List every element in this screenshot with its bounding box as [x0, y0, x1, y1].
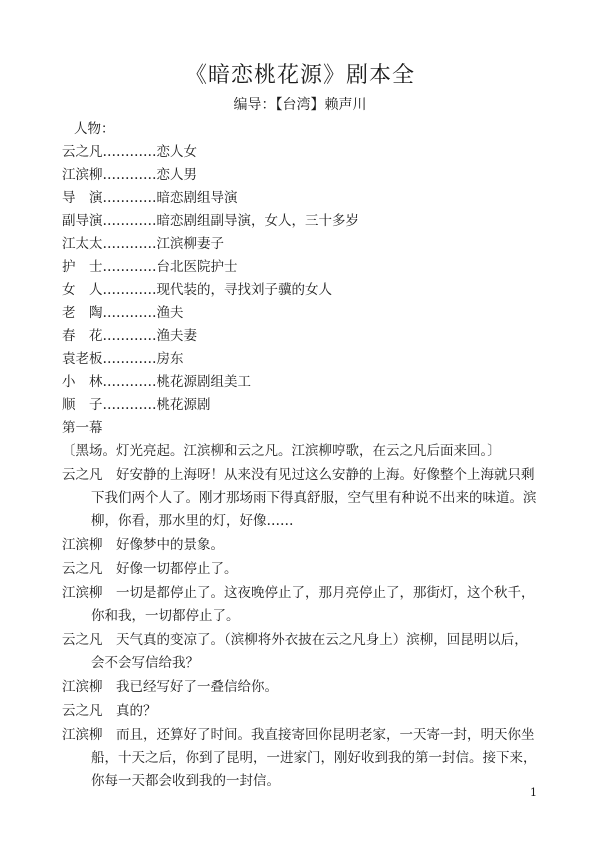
cast-item: 江太太…………江滨柳妻子 [62, 236, 224, 252]
document-subtitle: 编导：【台湾】赖声川 [233, 97, 367, 113]
cast-item: 云之凡…………恋人女 [62, 144, 197, 160]
dialogue-line: 船，十天之后，你到了昆明，一进家门，刚好收到我的第一封信。接下来， [91, 750, 537, 766]
dialogue-line: 江滨柳 我已经写好了一叠信给你。 [62, 679, 278, 695]
dialogue-line: 云之凡 好安静的上海呀！从来没有见过这么安静的上海。好像整个上海就只剩 [62, 467, 535, 483]
dialogue-line: 会不会写信给我？ [91, 655, 199, 671]
dialogue-line: 下我们两个人了。刚才那场雨下得真舒服，空气里有种说不出来的味道。滨 [91, 490, 537, 506]
page-number: 1 [530, 786, 537, 799]
cast-item: 顺 子…………桃花源剧 [62, 397, 211, 413]
dialogue-line: 云之凡 真的？ [62, 703, 157, 719]
dialogue-line: 江滨柳 一切是都停止了。这夜晚停止了，那月亮停止了，那街灯，这个秋千， [62, 585, 535, 601]
cast-heading: 人物： [74, 121, 115, 137]
dialogue-line: 云之凡 天气真的变凉了。（滨柳将外衣披在云之凡身上）滨柳，回昆明以后， [62, 632, 528, 648]
cast-item: 副导演…………暗恋剧组副导演，女人，三十多岁 [62, 213, 359, 229]
cast-item: 袁老板…………房东 [62, 351, 184, 367]
cast-item: 导 演…………暗恋剧组导演 [62, 190, 238, 206]
dialogue-line: 你每一天都会收到我的一封信。 [91, 773, 280, 789]
dialogue-line: 云之凡 好像一切都停止了。 [62, 561, 238, 577]
stage-direction: 〔黑场。灯光亮起。江滨柳和云之凡。江滨柳哼歌，在云之凡后面来回。〕 [62, 443, 501, 459]
act-heading: 第一幕 [62, 420, 103, 436]
document-title: 《暗恋桃花源》剧本全 [184, 63, 415, 88]
cast-item: 小 林…………桃花源剧组美工 [62, 374, 251, 390]
dialogue-line: 你和我，一切都停止了。 [91, 608, 240, 624]
dialogue-line: 柳，你看，那水里的灯，好像…… [91, 513, 294, 529]
cast-item: 护 士…………台北医院护士 [62, 259, 238, 275]
cast-item: 女 人…………现代装的，寻找刘子骥的女人 [62, 282, 332, 298]
dialogue-line: 江滨柳 而且，还算好了时间。我直接寄回你昆明老家，一天寄一封，明天你坐 [62, 727, 535, 743]
cast-item: 春 花…………渔夫妻 [62, 328, 197, 344]
cast-item: 老 陶…………渔夫 [62, 305, 184, 321]
dialogue-line: 江滨柳 好像梦中的景象。 [62, 537, 224, 553]
cast-item: 江滨柳…………恋人男 [62, 167, 197, 183]
